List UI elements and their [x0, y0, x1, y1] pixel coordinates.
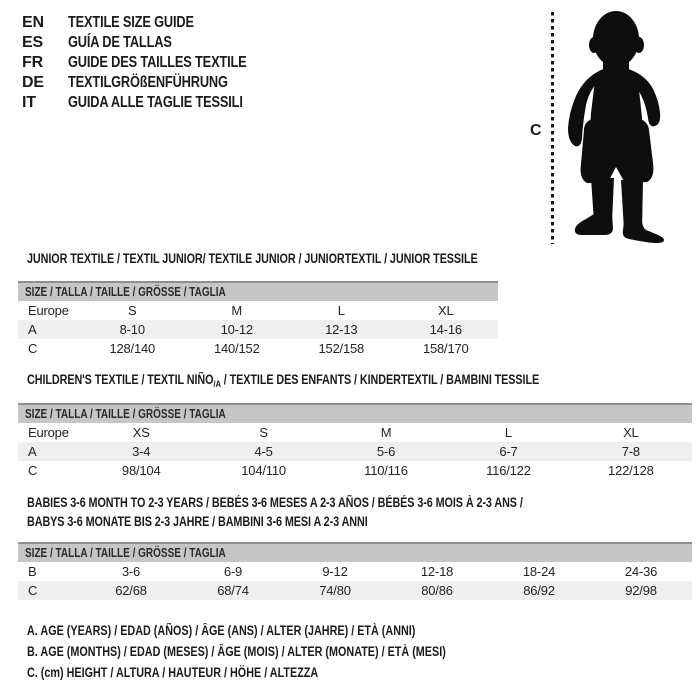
cell: 98/104 — [121, 463, 161, 478]
table-row — [18, 562, 692, 581]
language-list — [22, 13, 291, 113]
cell: S — [259, 425, 268, 440]
cell: 116/122 — [486, 463, 531, 478]
children-section-title-text — [27, 372, 539, 390]
cell: 8-10 — [119, 322, 145, 337]
language-code: DE — [22, 74, 44, 91]
cell: 74/80 — [319, 583, 351, 598]
size-header-bar — [18, 281, 498, 301]
row-label: A — [28, 444, 37, 459]
language-row-en — [22, 13, 291, 33]
junior-section-title-text: JUNIOR TEXTILE / TEXTIL JUNIOR/ TEXTILE JUNIOR / JUNIORTEXTIL / JUNIOR TESSILE — [27, 251, 478, 266]
language-code: EN — [22, 14, 44, 31]
title-subscript: /A — [213, 379, 221, 390]
size-header-text: SIZE / TALLA / TAILLE / GRÖSSE / TAGLIA — [25, 546, 226, 560]
cell: M — [231, 303, 243, 318]
language-label: TEXTILE SIZE GUIDE — [68, 14, 194, 31]
cell: 152/158 — [318, 341, 365, 356]
size-header-text: SIZE / TALLA / TAILLE / GRÖSSE / TAGLIA — [25, 407, 226, 421]
cell: 5-6 — [376, 444, 396, 459]
language-code: ES — [22, 34, 43, 51]
toddler-silhouette-icon — [558, 8, 700, 246]
row-label: C — [28, 583, 38, 598]
measurement-legend — [27, 623, 550, 686]
language-row-it — [22, 93, 291, 113]
cell: 110/116 — [364, 463, 408, 478]
table-row — [18, 339, 498, 358]
babies-size-table — [18, 542, 692, 600]
cell: 4-5 — [254, 444, 273, 459]
legend-line-b — [27, 644, 550, 665]
size-header-text: SIZE / TALLA / TAILLE / GRÖSSE / TAGLIA — [25, 285, 226, 299]
cell: 9-12 — [322, 564, 348, 579]
cell: 86/92 — [523, 583, 555, 598]
cell: 92/98 — [625, 583, 657, 598]
row-label: C — [28, 463, 38, 478]
cell: 12-18 — [420, 564, 454, 579]
legend-line-a — [27, 623, 550, 644]
cell: 62/68 — [115, 583, 147, 598]
language-label: GUIDA ALLE TAGLIE TESSILI — [68, 94, 243, 111]
row-label: A — [28, 322, 37, 337]
legend-line-c — [27, 665, 550, 686]
babies-title-line2: BABYS 3-6 MONATE BIS 2-3 JAHRE / BAMBINI 3-6 MESI A 2-3 ANNI — [27, 514, 368, 529]
size-header-bar — [18, 403, 692, 423]
size-header-bar — [18, 542, 692, 562]
table-row — [18, 301, 498, 320]
language-code: FR — [22, 54, 43, 71]
babies-section-title — [27, 493, 647, 531]
cell: 6-7 — [499, 444, 518, 459]
language-label: GUÍA DE TALLAS — [68, 34, 172, 51]
table-row — [18, 423, 692, 442]
cell: XS — [132, 425, 150, 440]
cell: S — [128, 303, 137, 318]
cell: 3-4 — [132, 444, 151, 459]
height-measure-label: C — [530, 122, 542, 139]
cell: 3-6 — [121, 564, 141, 579]
cell: 24-36 — [624, 564, 658, 579]
cell: 14-16 — [429, 322, 462, 337]
cell: 128/140 — [109, 341, 156, 356]
language-row-es — [22, 33, 291, 53]
title-part: / TEXTILE DES ENFANTS / KINDERTEXTIL / BAMBINI TESSILE — [220, 372, 540, 387]
language-label: GUIDE DES TAILLES TEXTILE — [68, 54, 247, 71]
row-label: Europe — [28, 425, 69, 440]
cell: 10-12 — [220, 322, 253, 337]
cell: 140/152 — [213, 341, 260, 356]
title-part: CHILDREN'S TEXTILE / TEXTIL NIÑO — [27, 372, 214, 387]
legend-text: A. AGE (YEARS) / EDAD (AÑOS) / ÂGE (ANS) / ALTER (JAHRE) / ETÀ (ANNI) — [27, 623, 416, 638]
table-row — [18, 442, 692, 461]
cell: 158/170 — [422, 341, 469, 356]
language-row-de — [22, 73, 291, 93]
row-label: B — [28, 564, 37, 579]
junior-section-title — [27, 251, 590, 266]
cell: 68/74 — [217, 583, 249, 598]
cell: 80/86 — [421, 583, 453, 598]
cell: 7-8 — [621, 444, 640, 459]
height-measure-dotted-line — [551, 12, 554, 244]
language-row-fr — [22, 53, 291, 73]
cell: XL — [623, 425, 639, 440]
cell: L — [504, 425, 512, 440]
cell: L — [337, 303, 345, 318]
language-code: IT — [22, 94, 36, 111]
cell: 18-24 — [522, 564, 556, 579]
table-row — [18, 581, 692, 600]
table-row — [18, 461, 692, 480]
cell: 12-13 — [325, 322, 358, 337]
cell: 104/110 — [241, 463, 286, 478]
row-label: C — [28, 341, 38, 356]
cell: 6-9 — [223, 564, 243, 579]
children-section-title — [27, 372, 667, 390]
table-row — [18, 320, 498, 339]
language-label: TEXTILGRÖßENFÜHRUNG — [68, 74, 228, 91]
babies-title-line1: BABIES 3-6 MONTH TO 2-3 YEARS / BEBÉS 3-6 MESES A 2-3 AÑOS / BÉBÉS 3-6 MOIS À 2-3 ANS / — [27, 495, 523, 510]
cell: M — [380, 425, 392, 440]
legend-text: C. (cm) HEIGHT / ALTURA / HAUTEUR / HÖHE / ALTEZZA — [27, 665, 319, 680]
row-label: Europe — [28, 303, 69, 318]
junior-size-table — [18, 281, 498, 358]
legend-text: B. AGE (MONTHS) / EDAD (MESES) / ÂGE (MOIS) / ALTER (MONATE) / ETÀ (MESI) — [27, 644, 446, 659]
cell: XL — [437, 303, 454, 318]
cell: 122/128 — [608, 463, 654, 478]
children-size-table — [18, 403, 692, 480]
